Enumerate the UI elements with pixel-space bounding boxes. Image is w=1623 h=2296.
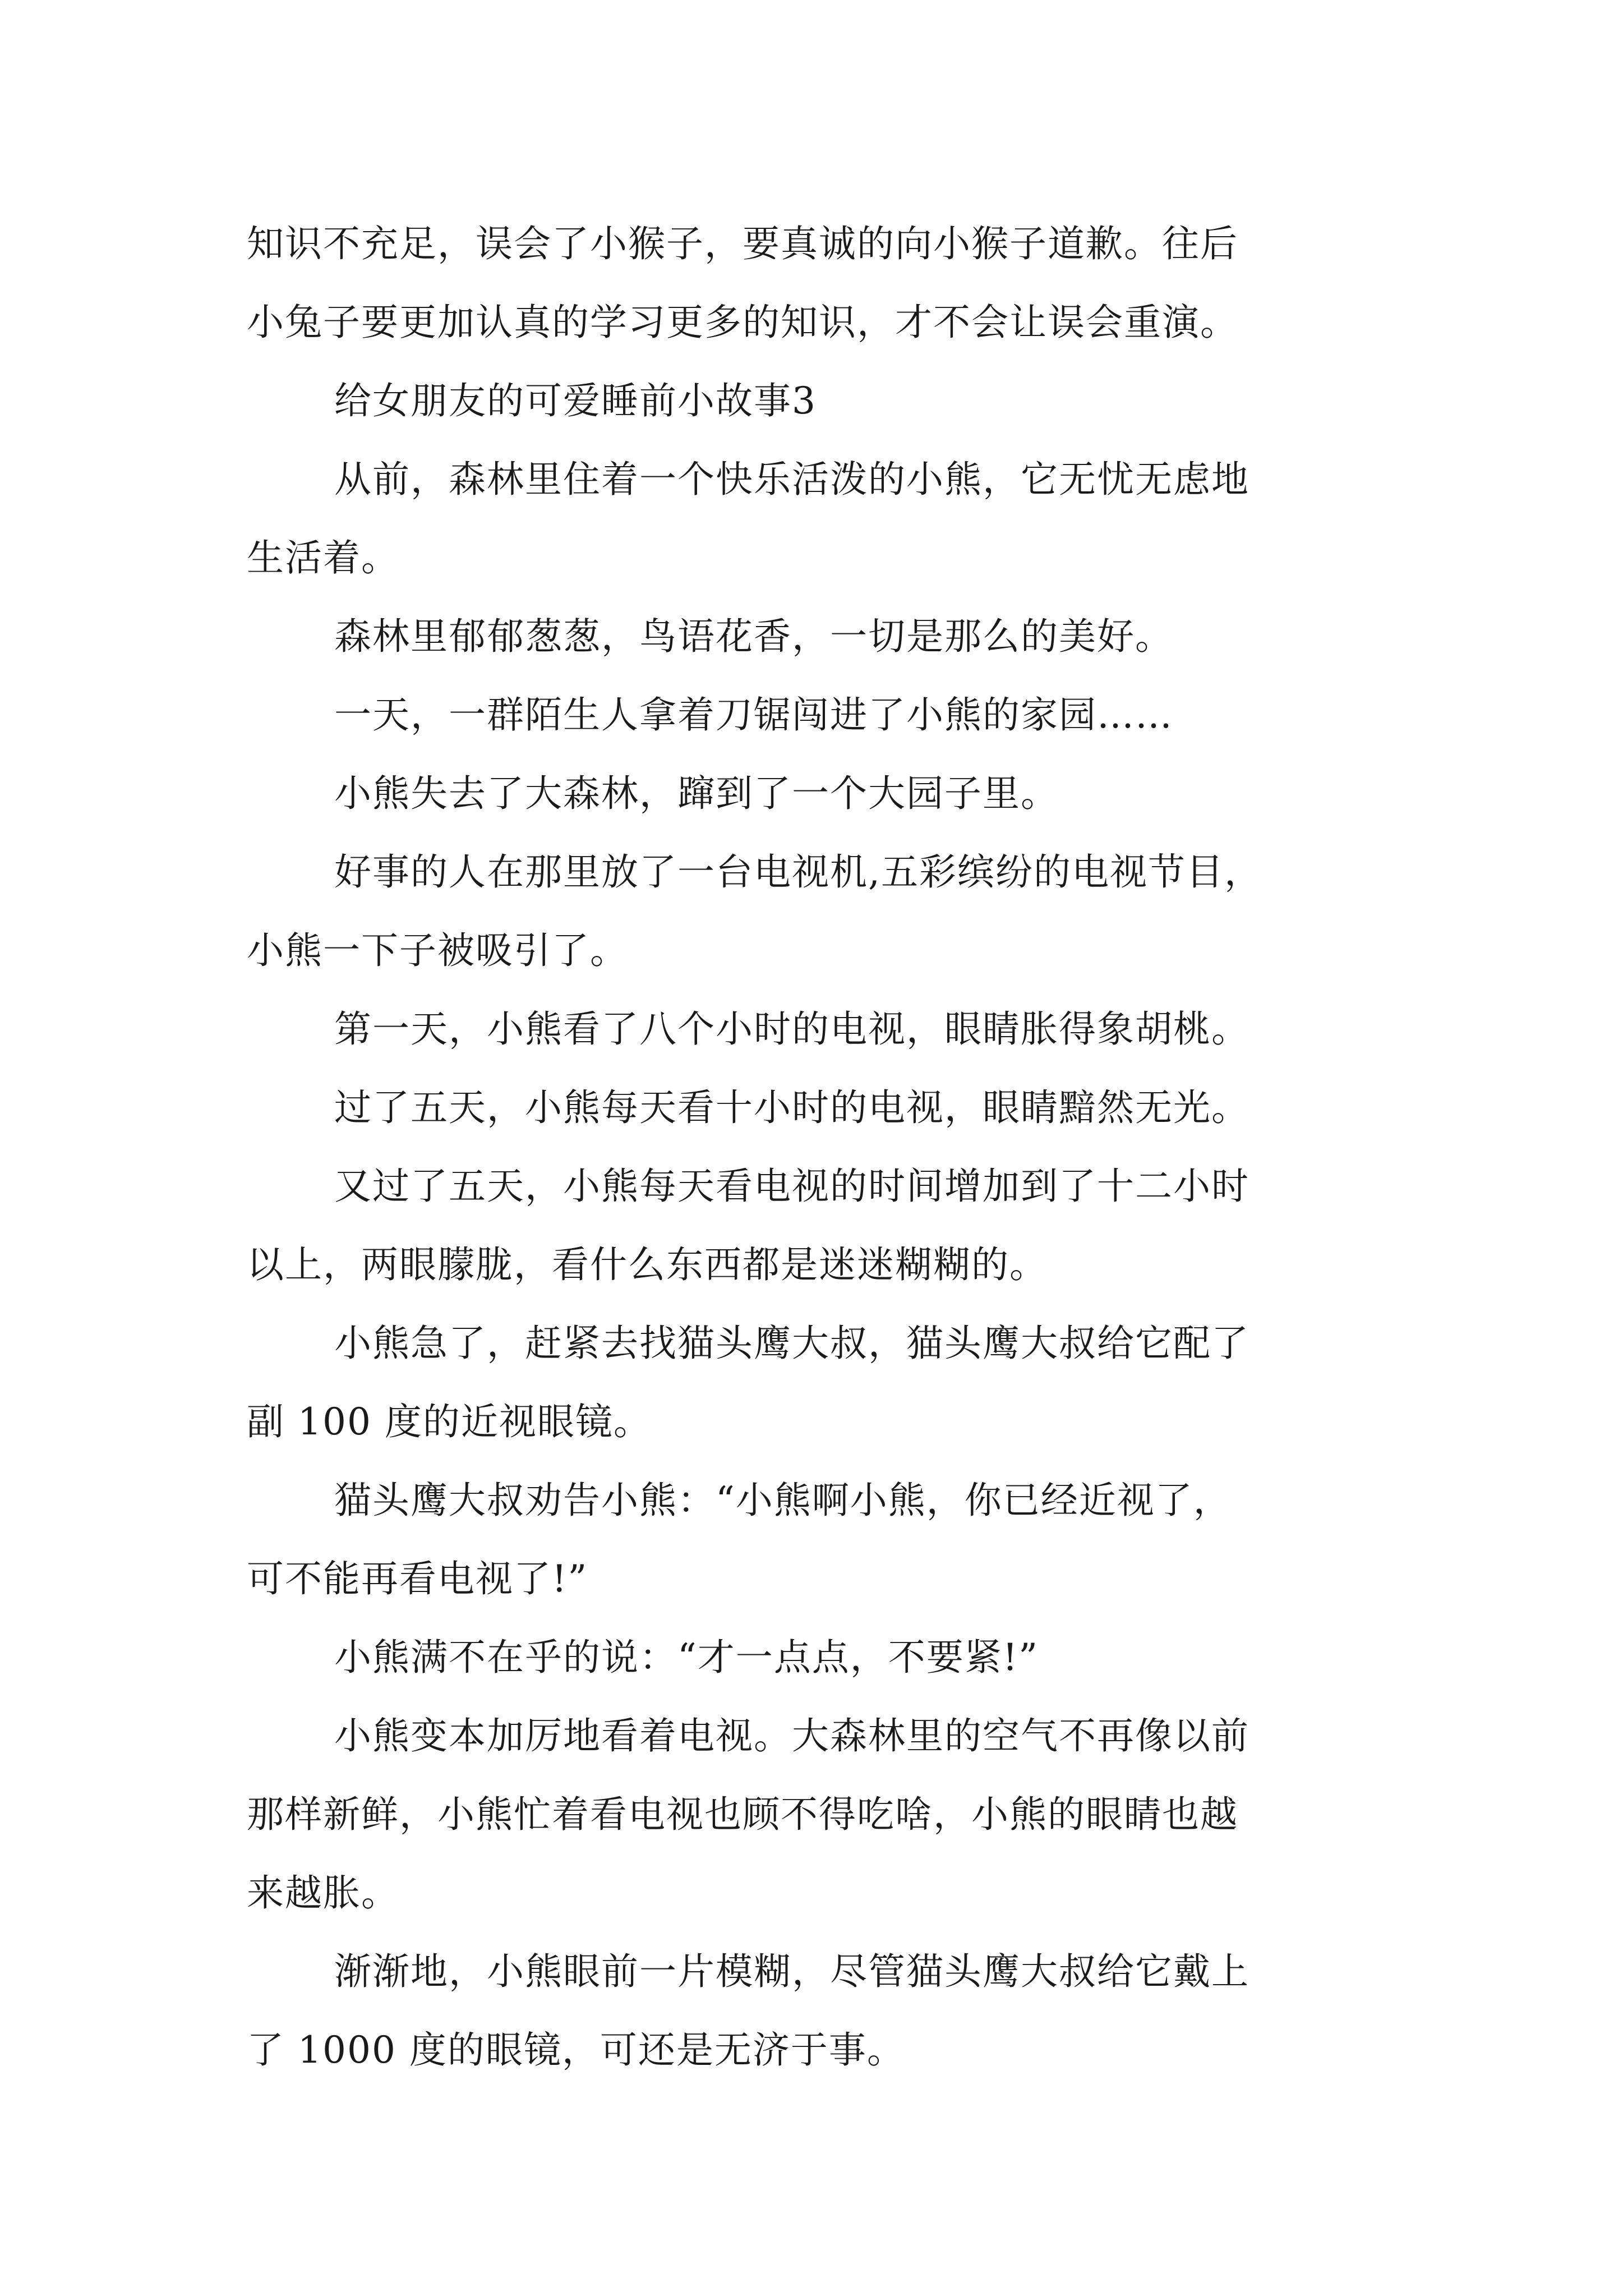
text-line: 好事的人在那里放了一台电视机,五彩缤纷的电视节目， — [334, 850, 1262, 894]
text-line: 森林里郁郁葱葱，鸟语花香，一切是那么的美好。 — [334, 615, 1173, 658]
section-heading: 给女朋友的可爱睡前小故事3 — [334, 379, 817, 422]
text-line: 小兔子要更加认真的学习更多的知识，才不会让误会重演。 — [247, 301, 1238, 344]
text-line: 来越胀。 — [247, 1871, 399, 1915]
text-line: 猫头鹰大叔劝告小熊：“小熊啊小熊，你已经近视了， — [334, 1479, 1232, 1522]
text-line: 那样新鲜，小熊忙着看电视也顾不得吃啥，小熊的眼睛也越 — [247, 1793, 1238, 1836]
text-line: 又过了五天，小熊每天看电视的时间增加到了十二小时 — [334, 1165, 1249, 1208]
text-line: 从前，森林里住着一个快乐活泼的小熊，它无忧无虑地 — [334, 458, 1249, 501]
text-line: 可不能再看电视了!” — [247, 1557, 588, 1600]
text-line: 副 100 度的近视眼镜。 — [247, 1400, 652, 1443]
text-line: 小熊变本加厉地看着电视。大森林里的空气不再像以前 — [334, 1714, 1249, 1757]
text-line: 了 1000 度的眼镜，可还是无济于事。 — [247, 2028, 905, 2072]
text-line: 小熊失去了大森林，蹿到了一个大园子里。 — [334, 772, 1059, 815]
text-line: 以上，两眼朦胧，看什么东西都是迷迷糊糊的。 — [247, 1243, 1048, 1286]
text-line: 一天，一群陌生人拿着刀锯闯进了小熊的家园…… — [334, 693, 1173, 737]
text-line: 知识不充足，误会了小猴子，要真诚的向小猴子道歉。往后 — [247, 222, 1238, 265]
text-line: 过了五天，小熊每天看十小时的电视，眼睛黯然无光。 — [334, 1086, 1249, 1129]
text-line: 小熊一下子被吸引了。 — [247, 929, 628, 972]
text-line: 生活着。 — [247, 536, 399, 579]
text-line: 小熊急了，赶紧去找猫头鹰大叔，猫头鹰大叔给它配了 — [334, 1322, 1249, 1365]
text-line: 小熊满不在乎的说：“才一点点，不要紧!” — [334, 1636, 1039, 1679]
text-line: 渐渐地，小熊眼前一片模糊，尽管猫头鹰大叔给它戴上 — [334, 1950, 1249, 1993]
text-line: 第一天，小熊看了八个小时的电视，眼睛胀得象胡桃。 — [334, 1007, 1249, 1051]
